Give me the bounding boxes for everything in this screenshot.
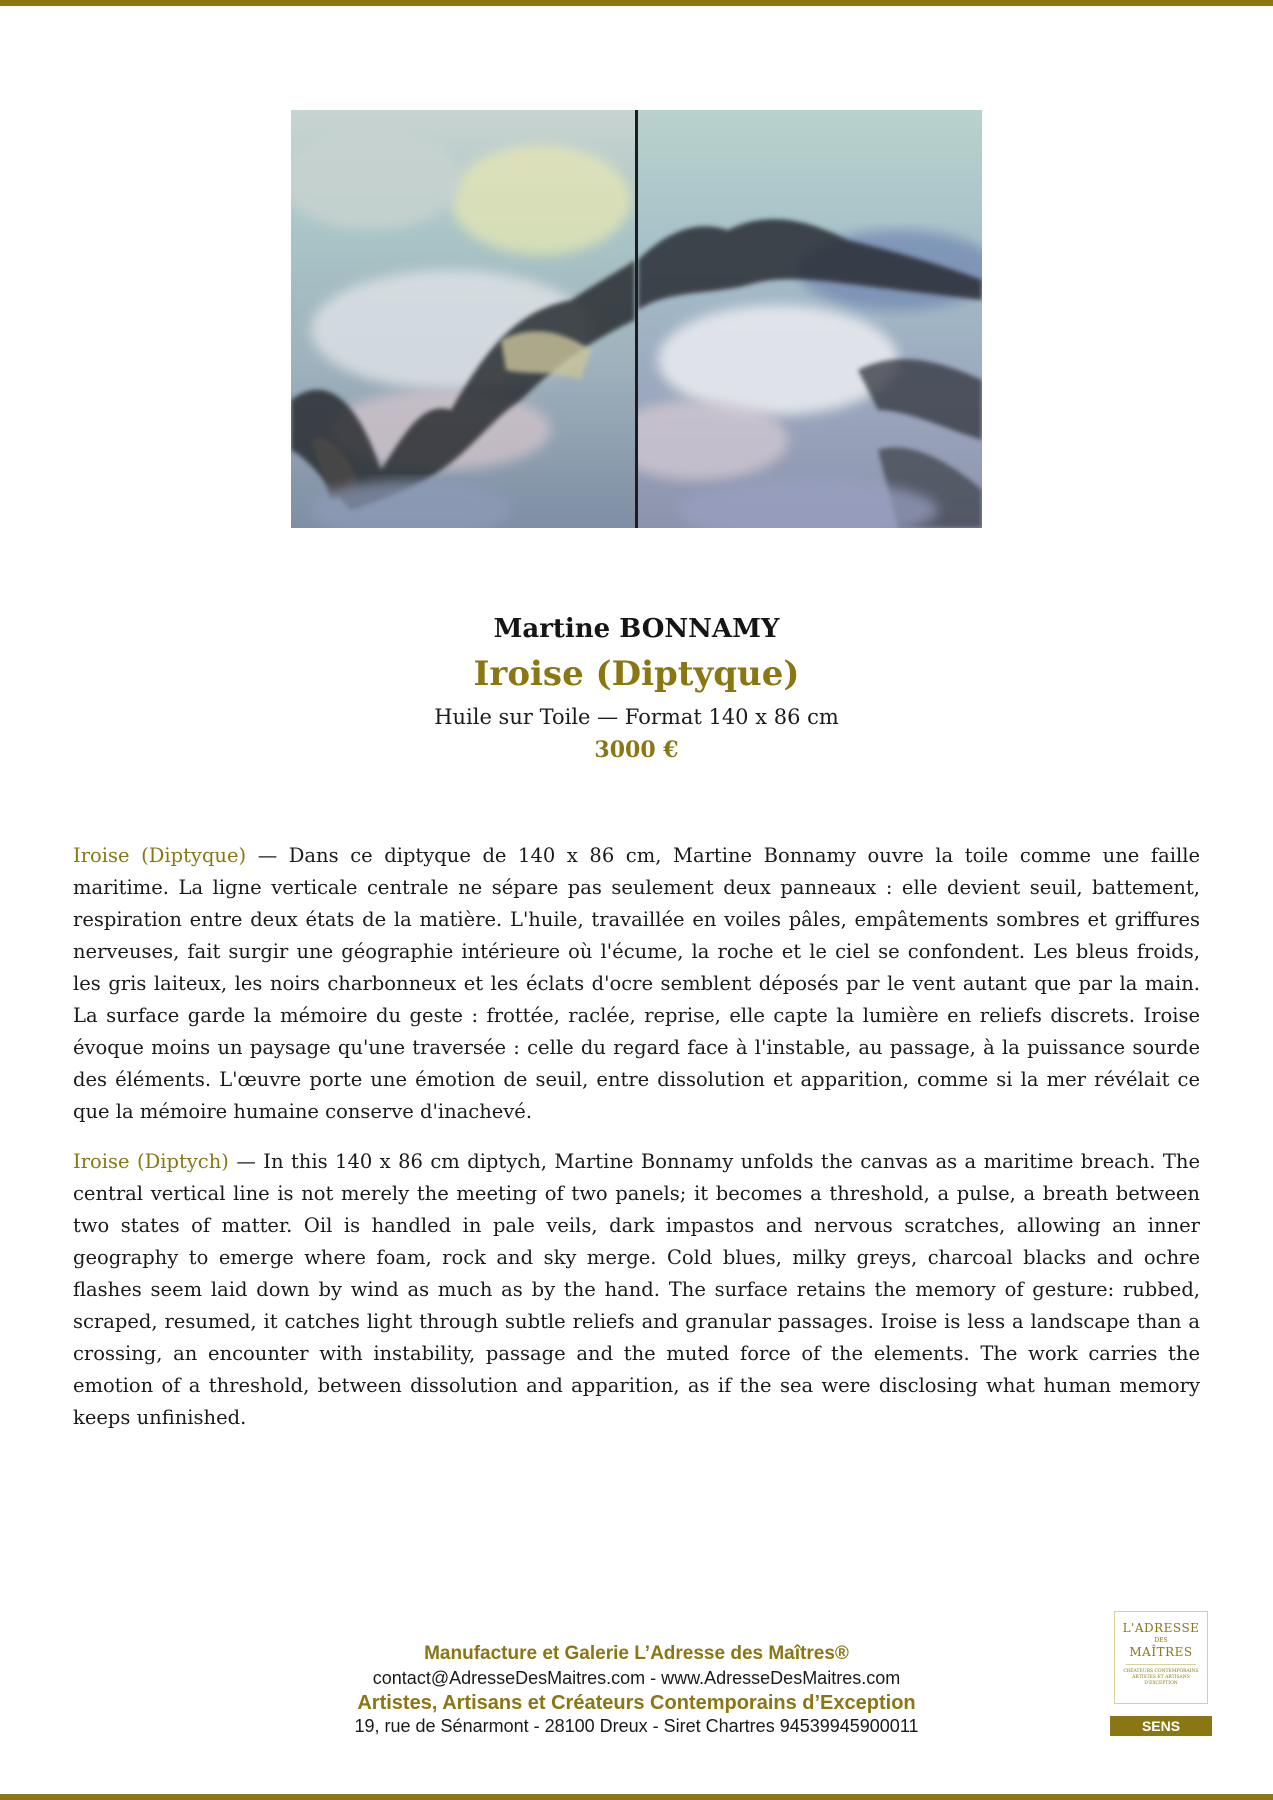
footer-contact: contact@AdresseDesMaitres.com - www.AdresseDesMaitres.com — [372, 1668, 901, 1688]
footer-gallery-name: Manufacture et Galerie L’Adresse des Maîtres® — [424, 1643, 849, 1664]
artist-name: Martine BONNAMY — [493, 614, 780, 644]
bottom-rule — [0, 1794, 1273, 1800]
artwork-title: Iroise (Diptyque) — [473, 654, 800, 694]
description-english-lead: Iroise (Diptych) — [73, 1150, 229, 1173]
top-rule — [0, 0, 1273, 6]
sens-badge: SENS — [1110, 1716, 1212, 1736]
description-french-text: — Dans ce diptyque de 140 x 86 cm, Martine Bonnamy ouvre la toile comme une faille maritime. La ligne verticale centrale ne sépare pas seulement deux panneaux : elle devient seuil, battement, respiration entre deux états de la matière. L'huile, travaillée en voiles pâles, empâtements sombres et griffures nerveuses, fait surgir une géographie intérieure où l'écume, la roche et le ciel se confondent. Les bleus froids, les gris laiteux, les noirs charbonneux et les éclats d'ocre semblent déposés par le vent autant que par la main. La surface garde la mémoire du geste : frottée, raclée, reprise, elle capte la lumière en reliefs discrets. Iroise évoque moins un paysage qu'une traversée : celle du regard face à l'instable, au passage, à la puissance sourde des éléments. L'œuvre porte une émotion de seuil, entre dissolution et apparition, comme si la mer révélait ce que la mémoire humaine conserve d'inachevé. — [73, 844, 1201, 1123]
footer-tagline: Artistes, Artisans et Créateurs Contemporains d’Exception — [357, 1692, 916, 1714]
footer-address: 19, rue de Sénarmont - 28100 Dreux - Siret Chartres 94539945900011 — [354, 1716, 919, 1736]
gallery-logo: L'ADRESSE DES MAÎTRES CRÉATEURS CONTEMPORAINS ARTISTES ET ARTISANS D'EXCEPTION — [1114, 1611, 1208, 1704]
description-english — [73, 1146, 1200, 1434]
description-french-lead: Iroise (Diptyque) — [73, 844, 247, 867]
artwork-image — [291, 110, 982, 528]
description-english-text: — In this 140 x 86 cm diptych, Martine Bonnamy unfolds the canvas as a maritime breach. The central vertical line is not merely the meeting of two panels; it becomes a threshold, a pulse, a breath between two states of matter. Oil is handled in pale veils, dark impastos and nervous scratches, allowing an inner geography to emerge where foam, rock and sky merge. Cold blues, milky greys, charcoal blacks and ochre flashes seem laid down by wind as much as by the hand. The surface retains the memory of gesture: rubbed, scraped, resumed, it catches light through subtle reliefs and granular passages. Iroise is less a landscape than a crossing, an encounter with instability, passage and the muted force of the elements. The work carries the emotion of a threshold, between dissolution and apparition, as if the sea were disclosing what human memory keeps unfinished. — [73, 1150, 1200, 1429]
artwork-medium-format: Huile sur Toile — Format 140 x 86 cm — [434, 705, 839, 729]
artwork-left-panel — [291, 110, 635, 528]
artwork-right-panel — [638, 110, 982, 528]
description-french — [73, 840, 1200, 1128]
artwork-price: 3000 € — [594, 737, 679, 763]
